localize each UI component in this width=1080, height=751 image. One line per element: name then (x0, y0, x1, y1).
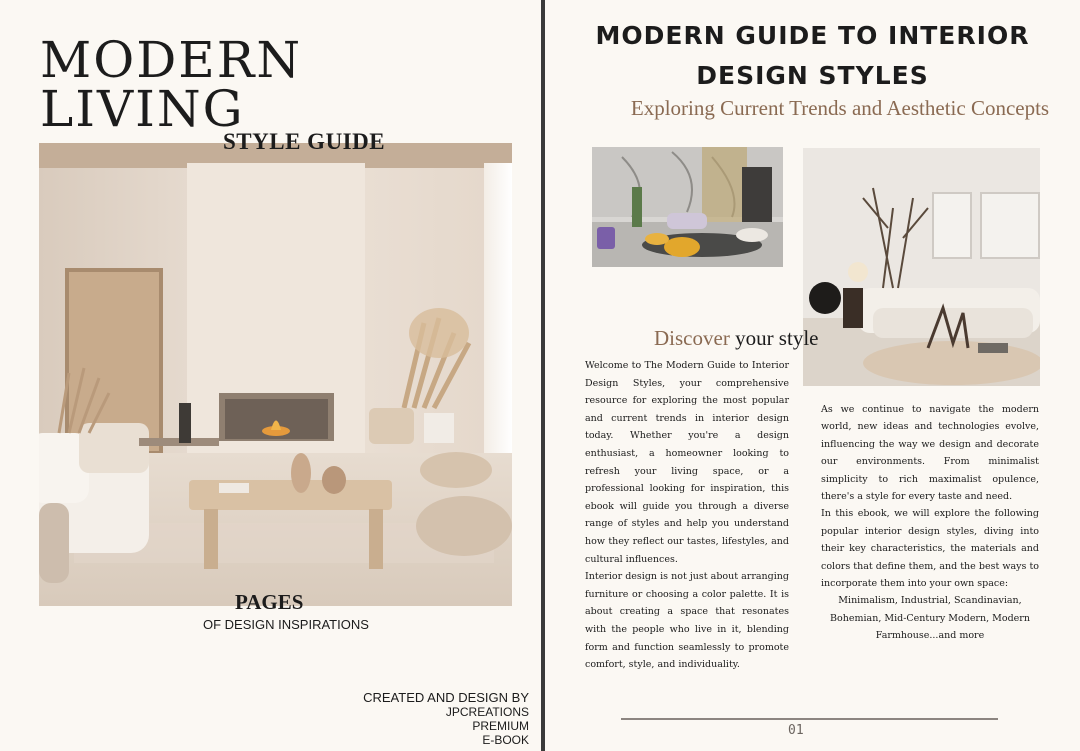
intro-paragraph-1: Welcome to The Modern Guide to Interior Design Styles, your comprehensive resource for exploring the most popular and current trends in interior design today. Whether you're a design enthusiast, a homeowner looking to refresh your living space, or a professional looking for inspiration, this ebook will guide you through a diverse range of styles and help you understand how they reflect our tastes, lifestyles, and cultural influences. (585, 360, 789, 565)
guide-title-line2: DESIGN STYLES (696, 61, 929, 90)
credits-line2: JPCREATIONS (445, 705, 529, 719)
credits-line1: CREATED AND DESIGN BY (363, 690, 529, 705)
discover-heading (654, 326, 818, 351)
intro-text-column (585, 357, 789, 674)
pages-subtitle: OF DESIGN INSPIRATIONS (203, 617, 369, 632)
page-number: 01 (788, 723, 804, 738)
styles-paragraph-2: In this ebook, we will explore the following popular interior design styles, diving into their key characteristics, the materials and colors that define them, and the best ways to incorporate them into your own space: (821, 508, 1039, 590)
guide-subtitle: Exploring Current Trends and Aesthetic Concepts (630, 96, 1050, 120)
discover-rest: your style (729, 326, 819, 350)
minimal-living-room-image (803, 148, 1040, 386)
lounge-interior-image (592, 147, 783, 267)
credits-line3: PREMIUM (472, 719, 529, 733)
pages-label: PAGES (235, 590, 304, 614)
guide-title-line1: MODERN GUIDE TO INTERIOR (595, 21, 1030, 50)
cover-subtitle: STYLE GUIDE (223, 129, 386, 154)
living-room-cover-image (39, 143, 512, 606)
credits-block (363, 691, 529, 747)
cover-title (40, 31, 303, 138)
footer-divider (621, 718, 998, 720)
styles-list: Minimalism, Industrial, Scandinavian, Bohemian, Mid-Century Modern, Modern Farmhouse...and more (830, 595, 1030, 642)
discover-accent: Discover (654, 326, 730, 350)
cover-title-line2: LIVING (40, 80, 245, 138)
guide-title (545, 16, 1080, 96)
intro-paragraph-2: Interior design is not just about arranging furniture or choosing a color palette. It is about creating a space that resonates with the people who live in it, blending form and function seamlessly to promote comfort, style, and individuality. (585, 571, 789, 671)
styles-paragraph-1: As we continue to navigate the modern world, new ideas and technologies evolve, influencing the way we design and decorate our environments. From minimalist simplicity to rich maximalist opulence, there's a style for every taste and need. (821, 404, 1039, 503)
styles-text-column (821, 401, 1039, 645)
right-page (545, 0, 1080, 751)
cover-title-line1: MODERN (40, 31, 303, 89)
credits-line4: E-BOOK (482, 733, 529, 747)
